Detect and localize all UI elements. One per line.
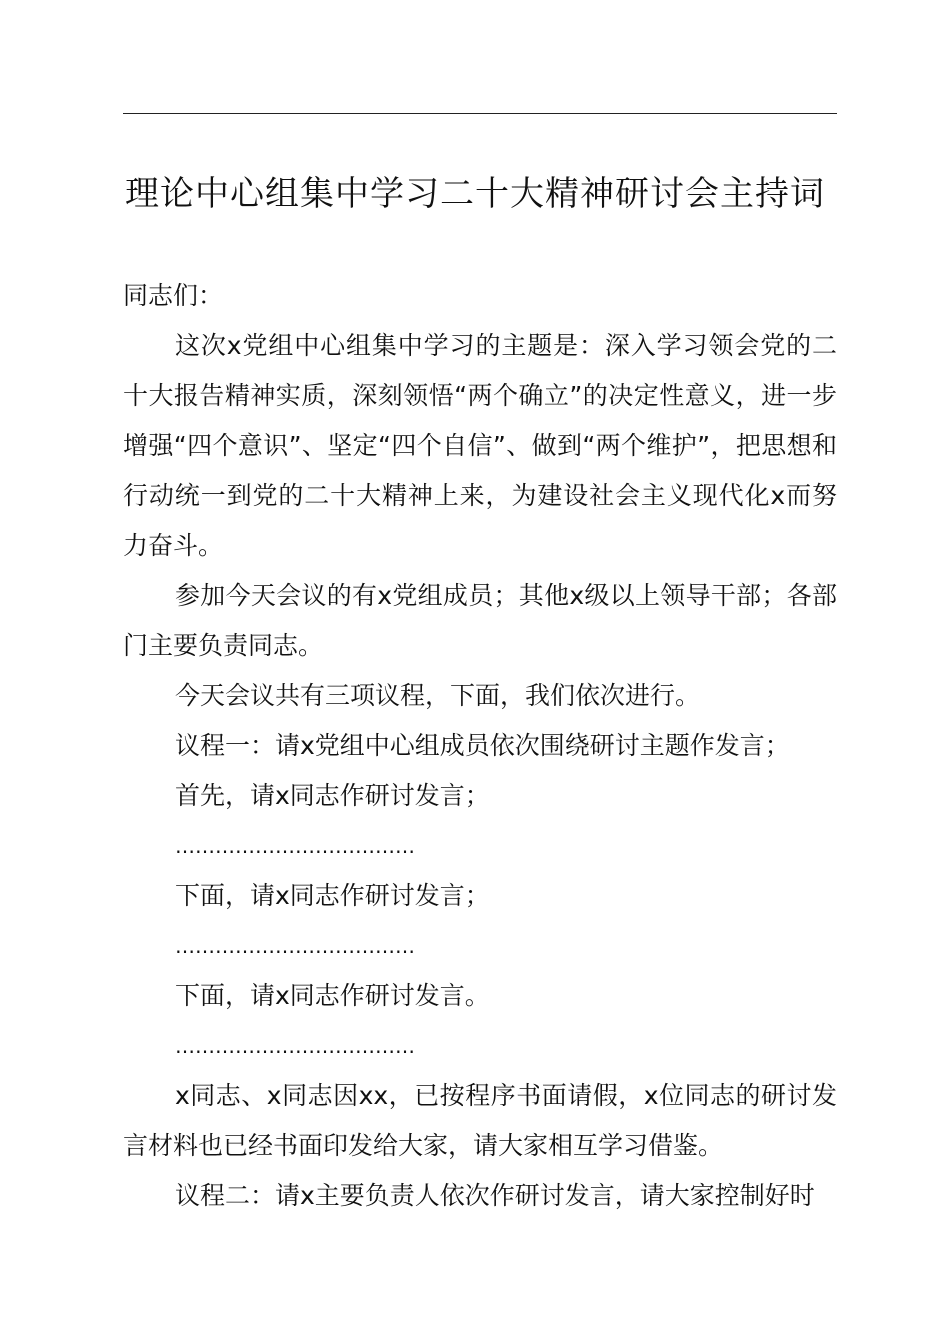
salutation: 同志们： xyxy=(123,281,224,310)
paragraph-agenda-two: 议程二：请x主要负责人依次作研讨发言，请大家控制好时 xyxy=(175,1181,815,1210)
document-title: 理论中心组集中学习二十大精神研讨会主持词 xyxy=(125,174,825,214)
paragraph-attendees: 参加今天会议的有x党组成员；其他x级以上领导干部；各部门主要负责同志。 xyxy=(123,581,837,660)
paragraph-next-speaker: 下面，请x同志作研讨发言； xyxy=(175,881,490,910)
document-body xyxy=(123,271,837,1221)
paragraph-agenda-one: 议程一：请x党组中心组成员依次围绕研讨主题作发言； xyxy=(175,731,790,760)
ellipsis-line: ……………………………… xyxy=(175,1034,415,1058)
ellipsis-line: ……………………………… xyxy=(175,834,415,858)
paragraph-first-speaker: 首先，请x同志作研讨发言； xyxy=(175,781,490,810)
header-rule xyxy=(123,113,837,114)
ellipsis-line: ……………………………… xyxy=(175,934,415,958)
paragraph-last-speaker: 下面，请x同志作研讨发言。 xyxy=(175,981,490,1010)
paragraph-theme: 这次x党组中心组集中学习的主题是：深入学习领会党的二十大报告精神实质，深刻领悟“两个确立”的决定性意义，进一步增强“四个意识”、坚定“四个自信”、做到“两个维护”，把思想和行动统一到党的二十大精神上来，为建设社会主义现代化x而努力奋斗。 xyxy=(123,331,837,560)
paragraph-agenda-intro: 今天会议共有三项议程，下面，我们依次进行。 xyxy=(175,681,701,710)
paragraph-leave-note: x同志、x同志因xx，已按程序书面请假，x位同志的研讨发言材料也已经书面印发给大家，请大家相互学习借鉴。 xyxy=(123,1081,837,1160)
